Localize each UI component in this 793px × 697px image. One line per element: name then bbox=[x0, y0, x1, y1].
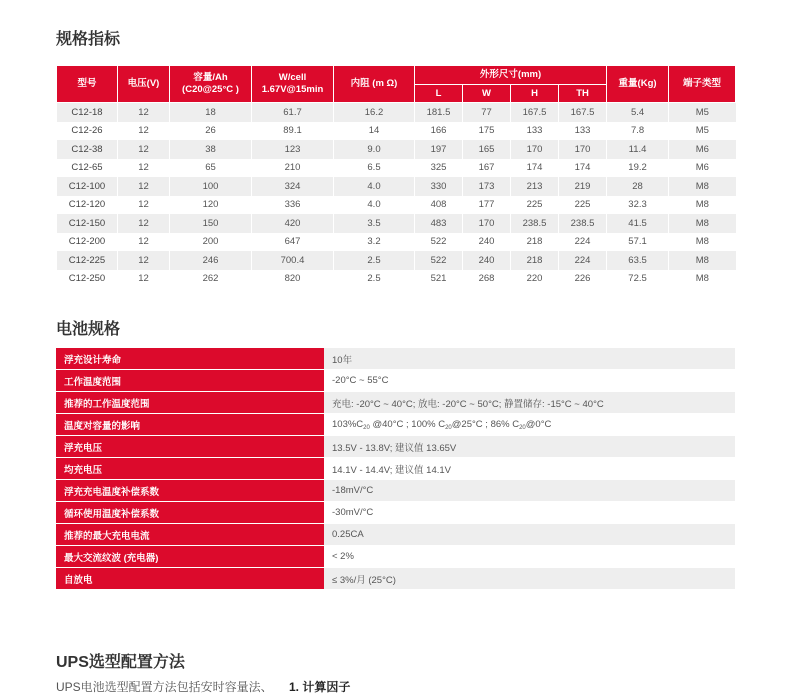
table-row bbox=[57, 251, 736, 270]
table-cell: C12-100 bbox=[57, 177, 118, 196]
header-resistance: 内阻 (m Ω) bbox=[334, 66, 415, 103]
spec-value: -20°C ~ 55°C bbox=[324, 370, 735, 392]
spec-value: < 2% bbox=[324, 546, 735, 568]
spec-label: 最大交流纹波 (充电器) bbox=[56, 546, 324, 568]
table-row bbox=[57, 214, 736, 233]
table-cell: 12 bbox=[118, 159, 170, 178]
table-row bbox=[57, 103, 736, 122]
subscript: 20 bbox=[363, 424, 370, 431]
table-cell: 12 bbox=[118, 270, 170, 289]
table-cell: 175 bbox=[463, 122, 511, 141]
spec-label: 温度对容量的影响 bbox=[56, 414, 324, 436]
header-wcell-line2: 1.67V@15min bbox=[261, 84, 324, 95]
table-cell: 38 bbox=[170, 140, 252, 159]
header-capacity bbox=[170, 66, 252, 103]
table-cell: 12 bbox=[118, 140, 170, 159]
table-cell: 226 bbox=[559, 270, 607, 289]
table-cell: 213 bbox=[511, 177, 559, 196]
table-cell: M5 bbox=[669, 122, 736, 141]
header-dimensions: 外形尺寸(mm) bbox=[415, 66, 607, 85]
table-row bbox=[57, 270, 736, 289]
table-cell: 210 bbox=[252, 159, 334, 178]
table-cell: 336 bbox=[252, 196, 334, 215]
list-item bbox=[56, 502, 735, 524]
spec-value: 10年 bbox=[324, 348, 735, 370]
spec-label: 工作温度范围 bbox=[56, 370, 324, 392]
table-cell: 167.5 bbox=[559, 103, 607, 122]
table-cell: C12-250 bbox=[57, 270, 118, 289]
spec-value: 充电: -20°C ~ 40°C; 放电: -20°C ~ 50°C; 静置储存: -15°C ~ 40°C bbox=[324, 392, 735, 414]
table-cell: 224 bbox=[559, 233, 607, 252]
table-row bbox=[57, 233, 736, 252]
table-cell: 12 bbox=[118, 233, 170, 252]
table-cell: 521 bbox=[415, 270, 463, 289]
header-model: 型号 bbox=[57, 66, 118, 103]
table-cell: 200 bbox=[170, 233, 252, 252]
header-wcell-line1: W/cell bbox=[278, 72, 307, 84]
table-cell: 120 bbox=[170, 196, 252, 215]
list-item bbox=[56, 568, 735, 590]
table-cell: 246 bbox=[170, 251, 252, 270]
table-cell: 420 bbox=[252, 214, 334, 233]
table-cell: 225 bbox=[559, 196, 607, 215]
table-cell: 4.0 bbox=[334, 177, 415, 196]
table-cell: 12 bbox=[118, 177, 170, 196]
table-cell: M8 bbox=[669, 233, 736, 252]
table-cell: 483 bbox=[415, 214, 463, 233]
table-cell: 647 bbox=[252, 233, 334, 252]
header-capacity-line1: 容量/Ah bbox=[193, 72, 228, 84]
spec-label: 浮充设计寿命 bbox=[56, 348, 324, 370]
table-cell: 408 bbox=[415, 196, 463, 215]
list-item bbox=[56, 414, 735, 436]
table-cell: 522 bbox=[415, 233, 463, 252]
table-cell: 133 bbox=[511, 122, 559, 141]
table-cell: 2.5 bbox=[334, 251, 415, 270]
value-part: 103%C bbox=[332, 418, 364, 430]
list-item bbox=[56, 546, 735, 568]
table-cell: 174 bbox=[559, 159, 607, 178]
table-cell: 3.5 bbox=[334, 214, 415, 233]
list-item bbox=[56, 524, 735, 546]
table-cell: C12-38 bbox=[57, 140, 118, 159]
table-cell: 181.5 bbox=[415, 103, 463, 122]
table-cell: 7.8 bbox=[607, 122, 669, 141]
list-item bbox=[56, 392, 735, 414]
table-row bbox=[57, 122, 736, 141]
table-cell: C12-150 bbox=[57, 214, 118, 233]
table-cell: 170 bbox=[463, 214, 511, 233]
table-cell: C12-65 bbox=[57, 159, 118, 178]
table-cell: 41.5 bbox=[607, 214, 669, 233]
table-cell: 238.5 bbox=[559, 214, 607, 233]
table-cell: 12 bbox=[118, 122, 170, 141]
table-cell: 11.4 bbox=[607, 140, 669, 159]
table-cell: 89.1 bbox=[252, 122, 334, 141]
spec-value: -30mV/°C bbox=[324, 502, 735, 524]
table-cell: 166 bbox=[415, 122, 463, 141]
spec-label: 推荐的最大充电电流 bbox=[56, 524, 324, 546]
header-terminal: 端子类型 bbox=[669, 66, 736, 103]
table-cell: 522 bbox=[415, 251, 463, 270]
spec-label: 浮充电压 bbox=[56, 436, 324, 458]
table-cell: 240 bbox=[463, 233, 511, 252]
table-cell: C12-120 bbox=[57, 196, 118, 215]
spec-table-body bbox=[57, 103, 736, 289]
table-row bbox=[57, 177, 736, 196]
spec-label: 浮充充电温度补偿系数 bbox=[56, 480, 324, 502]
table-cell: 5.4 bbox=[607, 103, 669, 122]
table-cell: 4.0 bbox=[334, 196, 415, 215]
table-cell: 219 bbox=[559, 177, 607, 196]
header-capacity-line2: (C20@25°C ) bbox=[182, 84, 239, 95]
table-cell: 324 bbox=[252, 177, 334, 196]
battery-spec-table bbox=[56, 348, 735, 590]
table-cell: M8 bbox=[669, 251, 736, 270]
table-cell: 224 bbox=[559, 251, 607, 270]
table-cell: 123 bbox=[252, 140, 334, 159]
table-cell: 12 bbox=[118, 103, 170, 122]
calc-factor-heading: 1. 计算因子 bbox=[289, 680, 351, 694]
ups-section-title: UPS选型配置方法 bbox=[56, 654, 185, 671]
table-cell: 12 bbox=[118, 196, 170, 215]
ups-intro-text: UPS电池选型配置方法包括安时容量法、 bbox=[56, 680, 273, 694]
header-weight: 重量(Kg) bbox=[607, 66, 669, 103]
table-cell: C12-225 bbox=[57, 251, 118, 270]
table-cell: 218 bbox=[511, 251, 559, 270]
table-cell: 16.2 bbox=[334, 103, 415, 122]
table-row bbox=[57, 140, 736, 159]
table-cell: 18 bbox=[170, 103, 252, 122]
table-cell: 165 bbox=[463, 140, 511, 159]
subscript: 20 bbox=[519, 424, 526, 431]
table-cell: 220 bbox=[511, 270, 559, 289]
table-cell: 6.5 bbox=[334, 159, 415, 178]
header-dim-th: TH bbox=[559, 85, 607, 103]
table-cell: 170 bbox=[511, 140, 559, 159]
table-cell: 65 bbox=[170, 159, 252, 178]
table-cell: 700.4 bbox=[252, 251, 334, 270]
table-cell: 61.7 bbox=[252, 103, 334, 122]
spec-label: 推荐的工作温度范围 bbox=[56, 392, 324, 414]
header-dim-h: H bbox=[511, 85, 559, 103]
table-cell: 12 bbox=[118, 214, 170, 233]
table-cell: M8 bbox=[669, 177, 736, 196]
table-cell: M8 bbox=[669, 214, 736, 233]
table-cell: 63.5 bbox=[607, 251, 669, 270]
header-dim-w: W bbox=[463, 85, 511, 103]
table-cell: 133 bbox=[559, 122, 607, 141]
value-part: @0°C bbox=[525, 418, 552, 430]
table-cell: 32.3 bbox=[607, 196, 669, 215]
table-cell: M8 bbox=[669, 196, 736, 215]
spec-value bbox=[324, 414, 735, 436]
table-cell: 268 bbox=[463, 270, 511, 289]
table-cell: 240 bbox=[463, 251, 511, 270]
spec-value: ≤ 3%/月 (25°C) bbox=[324, 568, 735, 590]
table-cell: 72.5 bbox=[607, 270, 669, 289]
spec-value: -18mV/°C bbox=[324, 480, 735, 502]
table-cell: 3.2 bbox=[334, 233, 415, 252]
table-cell: 167 bbox=[463, 159, 511, 178]
table-cell: C12-18 bbox=[57, 103, 118, 122]
table-cell: 197 bbox=[415, 140, 463, 159]
table-cell: 820 bbox=[252, 270, 334, 289]
table-cell: 9.0 bbox=[334, 140, 415, 159]
list-item bbox=[56, 458, 735, 480]
value-part: @40°C ; 100% C bbox=[369, 418, 446, 430]
table-cell: 262 bbox=[170, 270, 252, 289]
battery-spec-body bbox=[56, 348, 735, 590]
table-row bbox=[57, 196, 736, 215]
table-cell: M8 bbox=[669, 270, 736, 289]
list-item bbox=[56, 480, 735, 502]
spec-label: 循环使用温度补偿系数 bbox=[56, 502, 324, 524]
list-item bbox=[56, 436, 735, 458]
table-cell: 77 bbox=[463, 103, 511, 122]
table-cell: 238.5 bbox=[511, 214, 559, 233]
list-item bbox=[56, 370, 735, 392]
spec-table bbox=[56, 65, 736, 288]
table-cell: 167.5 bbox=[511, 103, 559, 122]
table-cell: 330 bbox=[415, 177, 463, 196]
table-cell: 12 bbox=[118, 251, 170, 270]
table-cell: 225 bbox=[511, 196, 559, 215]
spec-label: 均充电压 bbox=[56, 458, 324, 480]
header-voltage: 电压(V) bbox=[118, 66, 170, 103]
table-cell: 170 bbox=[559, 140, 607, 159]
table-cell: C12-200 bbox=[57, 233, 118, 252]
subscript: 20 bbox=[445, 424, 452, 431]
table-cell: 177 bbox=[463, 196, 511, 215]
table-cell: C12-26 bbox=[57, 122, 118, 141]
table-cell: 2.5 bbox=[334, 270, 415, 289]
table-cell: 26 bbox=[170, 122, 252, 141]
header-dim-l: L bbox=[415, 85, 463, 103]
table-cell: 14 bbox=[334, 122, 415, 141]
spec-value: 14.1V - 14.4V; 建议值 14.1V bbox=[324, 458, 735, 480]
table-cell: M5 bbox=[669, 103, 736, 122]
table-cell: 150 bbox=[170, 214, 252, 233]
table-cell: 19.2 bbox=[607, 159, 669, 178]
table-row bbox=[57, 159, 736, 178]
table-cell: 325 bbox=[415, 159, 463, 178]
table-cell: M6 bbox=[669, 159, 736, 178]
table-cell: 173 bbox=[463, 177, 511, 196]
list-item bbox=[56, 348, 735, 370]
table-cell: M6 bbox=[669, 140, 736, 159]
spec-value: 0.25CA bbox=[324, 524, 735, 546]
table-cell: 28 bbox=[607, 177, 669, 196]
table-cell: 100 bbox=[170, 177, 252, 196]
spec-label: 自放电 bbox=[56, 568, 324, 590]
value-part: @25°C ; 86% C bbox=[451, 418, 520, 430]
table-cell: 218 bbox=[511, 233, 559, 252]
spec-value: 13.5V - 13.8V; 建议值 13.65V bbox=[324, 436, 735, 458]
table-cell: 57.1 bbox=[607, 233, 669, 252]
battery-section-title: 电池规格 bbox=[56, 321, 121, 338]
spec-section-title: 规格指标 bbox=[56, 31, 121, 48]
table-cell: 174 bbox=[511, 159, 559, 178]
header-wcell bbox=[252, 66, 334, 103]
